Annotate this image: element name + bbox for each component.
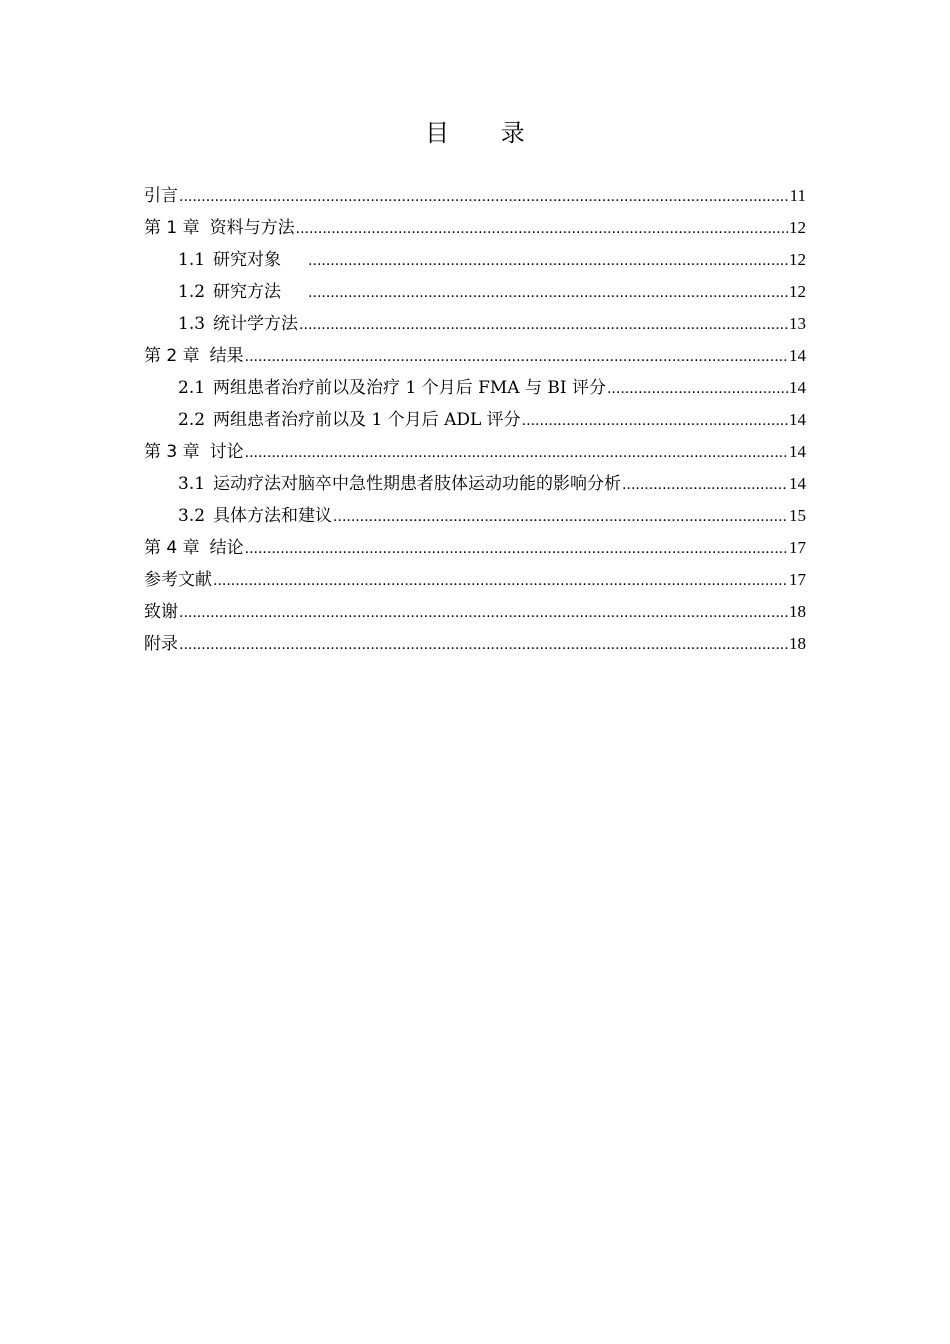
toc-entry-number: 2.1 bbox=[178, 378, 206, 398]
toc-entry-label: 结论 bbox=[209, 538, 244, 558]
dot-leader bbox=[299, 309, 788, 341]
toc-entry-chapter-2[interactable] bbox=[144, 340, 806, 372]
toc-entry-label: 运动疗法对脑卒中急性期患者肢体运动功能的影响分析 bbox=[213, 474, 622, 494]
toc-entry-chapter-4[interactable] bbox=[144, 532, 806, 564]
dot-leader bbox=[245, 437, 788, 469]
toc-page-number: 12 bbox=[789, 250, 806, 269]
toc-entry-number: 第 4 章 bbox=[144, 538, 200, 558]
toc-entry-number: 2.2 bbox=[178, 410, 206, 430]
toc-entry-label: 具体方法和建议 bbox=[213, 506, 333, 526]
toc-entry-number: 第 1 章 bbox=[144, 218, 200, 238]
toc-entry-label: 研究方法 bbox=[213, 282, 282, 302]
toc-page-number: 18 bbox=[789, 634, 806, 653]
dot-leader bbox=[607, 373, 788, 405]
toc-entry-2-1[interactable] bbox=[144, 372, 806, 404]
toc-page-number: 12 bbox=[789, 218, 806, 237]
toc-entry-1-2[interactable] bbox=[144, 276, 806, 308]
dot-leader bbox=[213, 565, 788, 597]
toc-entry-number: 1.1 bbox=[178, 250, 206, 270]
toc-page-number: 17 bbox=[789, 538, 806, 557]
toc-page-number: 11 bbox=[789, 186, 806, 205]
toc-entry-chapter-3[interactable] bbox=[144, 436, 806, 468]
toc-page-number: 13 bbox=[789, 314, 806, 333]
toc-entry-label: 研究对象 bbox=[213, 250, 282, 270]
toc-entry-3-1[interactable] bbox=[144, 468, 806, 500]
toc-page-number: 14 bbox=[789, 442, 806, 461]
toc-page-number: 17 bbox=[789, 570, 806, 589]
toc-entry-2-2[interactable] bbox=[144, 404, 806, 436]
toc-entry-1-3[interactable] bbox=[144, 308, 806, 340]
toc-entry-number: 3.1 bbox=[178, 474, 206, 494]
toc-entry-number: 第 2 章 bbox=[144, 346, 200, 366]
toc-entry-1-1[interactable] bbox=[144, 244, 806, 276]
toc-page-number: 14 bbox=[789, 474, 806, 493]
toc-entry-number: 1.3 bbox=[178, 314, 206, 334]
dot-leader bbox=[245, 533, 788, 565]
toc-entry-number: 1.2 bbox=[178, 282, 206, 302]
toc-page-number: 18 bbox=[789, 602, 806, 621]
toc-entry-appendix[interactable] bbox=[144, 628, 806, 660]
toc-page-number: 14 bbox=[789, 378, 806, 397]
toc-title: 目 录 bbox=[425, 119, 547, 147]
toc-entry-label: 引言 bbox=[144, 186, 178, 206]
toc-entry-references[interactable] bbox=[144, 564, 806, 596]
dot-leader bbox=[245, 341, 788, 373]
dot-leader bbox=[333, 501, 788, 533]
toc-entry-number: 第 3 章 bbox=[144, 442, 200, 462]
toc-page-number: 12 bbox=[789, 282, 806, 301]
toc-entry-label: 结果 bbox=[209, 346, 244, 366]
dot-leader bbox=[296, 213, 788, 245]
dot-leader bbox=[308, 245, 788, 277]
toc-entry-label: 两组患者治疗前以及治疗 1 个月后 FMA 与 BI 评分 bbox=[213, 378, 606, 398]
toc-entry-label: 资料与方法 bbox=[209, 218, 295, 238]
toc-entry-label: 参考文献 bbox=[144, 570, 212, 590]
toc-page-number: 15 bbox=[789, 506, 806, 525]
toc-entry-label: 两组患者治疗前以及 1 个月后 ADL 评分 bbox=[213, 410, 521, 430]
dot-leader bbox=[308, 277, 788, 309]
toc-entry-label: 致谢 bbox=[144, 602, 178, 622]
toc-entry-chapter-1[interactable] bbox=[144, 212, 806, 244]
toc-entry-introduction[interactable] bbox=[144, 180, 806, 212]
dot-leader bbox=[522, 405, 788, 437]
toc-page-number: 14 bbox=[789, 346, 806, 365]
table-of-contents bbox=[144, 180, 806, 660]
toc-page-number: 14 bbox=[789, 410, 806, 429]
dot-leader bbox=[179, 629, 788, 661]
toc-entry-acknowledgements[interactable] bbox=[144, 596, 806, 628]
dot-leader bbox=[179, 181, 789, 213]
toc-entry-label: 统计学方法 bbox=[213, 314, 299, 334]
dot-leader bbox=[179, 597, 788, 629]
toc-entry-number: 3.2 bbox=[178, 506, 206, 526]
dot-leader bbox=[622, 469, 788, 501]
toc-entry-3-2[interactable] bbox=[144, 500, 806, 532]
toc-entry-label: 讨论 bbox=[209, 442, 244, 462]
toc-entry-label: 附录 bbox=[144, 634, 178, 654]
